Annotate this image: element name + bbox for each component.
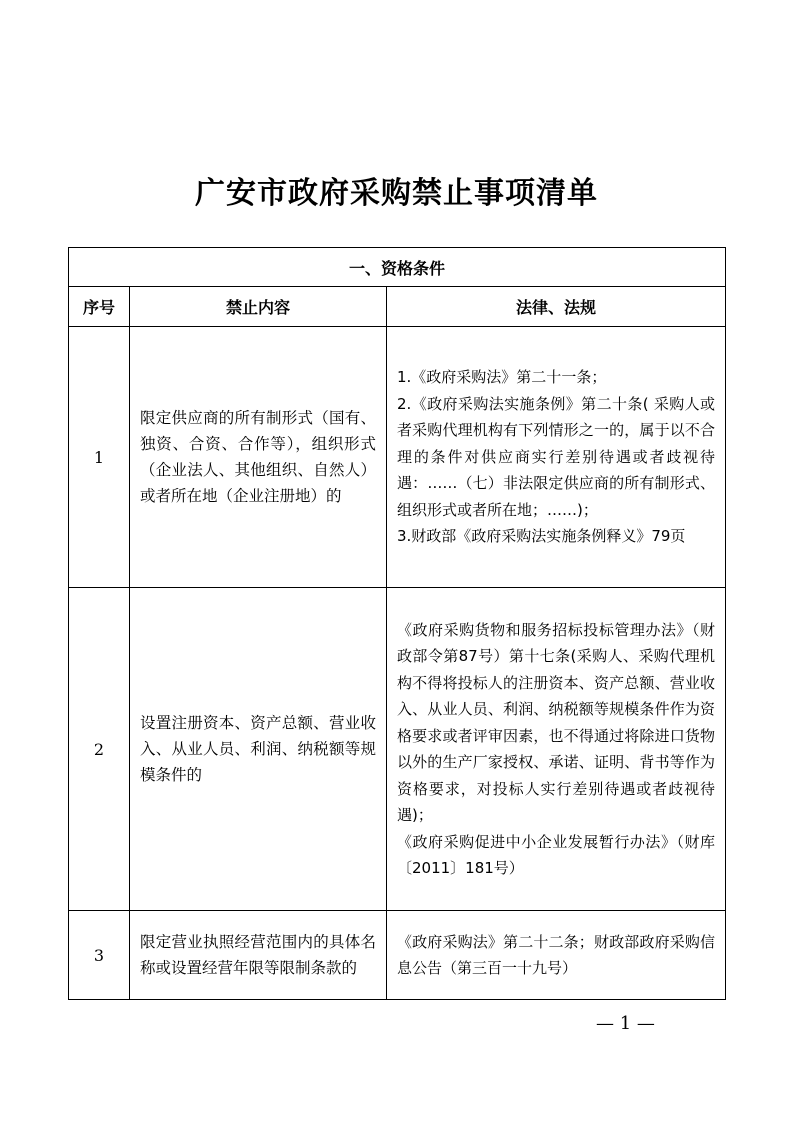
header-content: 禁止内容: [130, 287, 387, 327]
header-law: 法律、法规: [387, 287, 726, 327]
row-law: [387, 588, 726, 911]
row-seq: 3: [69, 911, 130, 1000]
row-content: 限定供应商的所有制形式（国有、独资、合资、合作等），组织形式（企业法人、其他组织、自然人）或者所在地（企业注册地）的: [130, 327, 387, 588]
document-title: 广安市政府采购禁止事项清单: [195, 176, 598, 211]
law-item: 《政府采购法》第二十二条；财政部政府采购信息公告（第三百一十九号）: [397, 932, 716, 977]
law-item: 1.《政府采购法》第二十一条；: [397, 368, 607, 387]
section-row: [69, 248, 726, 287]
row-law: [387, 327, 726, 588]
page-number: — 1 —: [596, 1013, 655, 1034]
row-seq: 1: [69, 327, 130, 588]
header-seq: 序号: [69, 287, 130, 327]
row-content: 限定营业执照经营范围内的具体名称或设置经营年限等限制条款的: [130, 911, 387, 1000]
law-item: 3.财政部《政府采购法实施条例释义》79页: [397, 527, 686, 546]
section-title: 一、资格条件: [69, 248, 726, 287]
law-item: 《政府采购货物和服务招标投标管理办法》（财政部令第87号）第十七条(采购人、采购代理机构不得将投标人的注册资本、资产总额、营业收入、从业人员、利润、纳税额等规模条件作为资格要求或者评审因素，也不得通过将除进口货物以外的生产厂家授权、承诺、证明、背书等作为资格要求，对投标人实行差别待遇或者歧视待遇)；: [397, 620, 716, 824]
row-law: [387, 911, 726, 1000]
header-row: [69, 287, 726, 327]
prohibition-table: [68, 247, 726, 1000]
law-item: 2.《政府采购法实施条例》第二十条( 采购人或者采购代理机构有下列情形之一的，属于以不合理的条件对供应商实行差别待遇或者歧视待遇：……（七）非法限定供应商的所有制形式、组织形式或者所在地；……)；: [397, 394, 716, 519]
row-content: 设置注册资本、资产总额、营业收入、从业人员、利润、纳税额等规模条件的: [130, 588, 387, 911]
table-row: [69, 327, 726, 588]
table-row: [69, 588, 726, 911]
law-item: 《政府采购促进中小企业发展暂行办法》（财库〔2011〕181号）: [397, 832, 716, 877]
table-row: [69, 911, 726, 1000]
row-seq: 2: [69, 588, 130, 911]
